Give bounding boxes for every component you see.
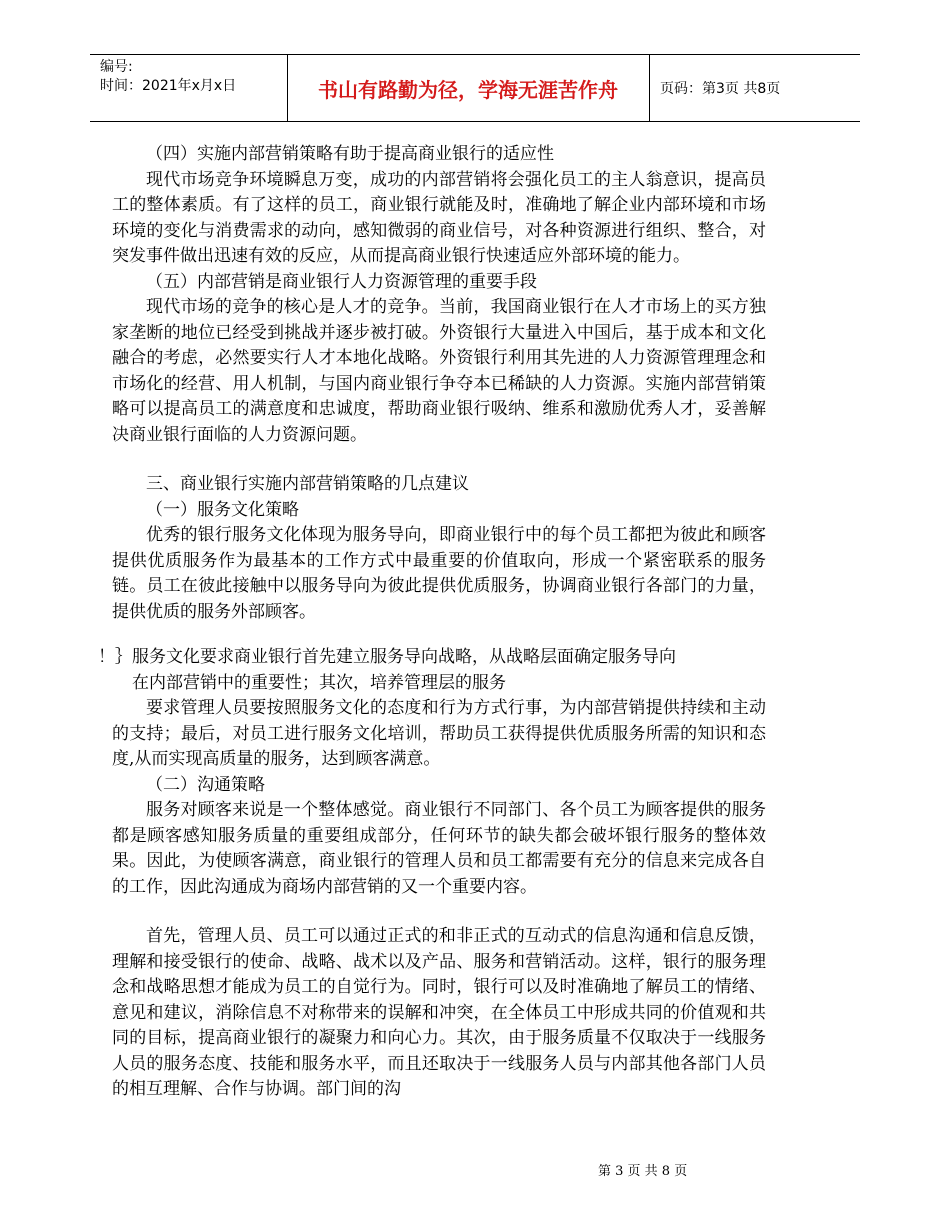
page-header <box>90 54 860 122</box>
header-page-info: 页码：第3页 共8页 <box>660 81 781 97</box>
body-paragraph: 服务对顾客来说是一个整体感觉。商业银行不同部门、各个员工为顾客提供的服务都是顾客感知服务质量的重要组成部分，任何环节的缺失都会破坏银行服务的整体效果。因此，为使顾客满意，商业银行的管理人员和员工都需要有充分的信息来完成各自的工作，因此沟通成为商场内部营销的又一个重要内容。 <box>112 800 766 897</box>
header-divider-right <box>649 54 650 122</box>
header-time: 时间：2021年x月x日 <box>100 78 237 94</box>
header-motto: 书山有路勤为径，学海无涯苦作舟 <box>318 77 618 102</box>
section-heading: （五）内部营销是商业银行人力资源管理的重要手段 <box>146 271 537 292</box>
chapter-heading: 三、商业银行实施内部营销策略的几点建议 <box>146 474 469 494</box>
section-heading: （四）实施内部营销策略有助于提高商业银行的适应性 <box>146 144 554 164</box>
document-body <box>98 142 766 1103</box>
body-paragraph: 首先，管理人员、员工可以通过正式的和非正式的互动式的信息沟通和信息反馈，理解和接受银行的使命、战略、战术以及产品、服务和营销活动。这样，银行的服务理念和战略思想才能成为员工的自觉行为。同时，银行可以及时准确地了解员工的情绪、意见和建议，消除信息不对称带来的误解和冲突，在全体员工中形成共同的价值观和共同的目标，提高商业银行的凝聚力和向心力。其次，由于服务质量不仅取决于一线服务人员的服务态度、技能和服务水平，而且还取决于一线服务人员与内部其他各部门人员的相互理解、合作与协调。部门间的沟 <box>112 926 766 1099</box>
header-number: 编号: <box>100 59 133 75</box>
page-footer: 第 3 页 共 8 页 <box>598 1164 688 1179</box>
header-meta <box>100 58 285 96</box>
body-paragraph: 要求管理人员要按照服务文化的态度和行为方式行事，为内部营销提供持续和主动的支持；最后，对员工进行服务文化培训，帮助员工获得提供优质服务所需的知识和态度,从而实现高质量的服务，达到顾客满意。 <box>112 698 766 769</box>
body-paragraph: 现代市场竞争环境瞬息万变，成功的内部营销将会强化员工的主人翁意识，提高员工的整体素质。有了这样的员工，商业银行就能及时，准确地了解企业内部环境和市场环境的变化与消费需求的动向，感知微弱的商业信号，对各种资源进行组织、整合，对突发事件做出迅速有效的反应，从而提高商业银行快速适应外部环境的能力。 <box>112 169 766 266</box>
body-paragraph <box>98 645 766 696</box>
section-heading: （一）服务文化策略 <box>146 499 299 520</box>
section-heading: （二）沟通策略 <box>146 774 265 795</box>
body-paragraph: 现代市场的竞争的核心是人才的竞争。当前，我国商业银行在人才市场上的买方独家垄断的地位已经受到挑战并逐步被打破。外资银行大量进入中国后，基于成本和文化融合的考虑，必然要实行人才本地化战略。外资银行利用其先进的人力资源管理理念和市场化的经营、用人机制，与国内商业银行争夺本已稀缺的人力资源。实施内部营销策略可以提高员工的满意度和忠诚度，帮助商业银行吸纳、维系和激励优秀人才，妥善解决商业银行面临的人力资源问题。 <box>112 297 766 445</box>
paragraph-line: 在内部营销中的重要性；其次，培养管理层的服务 <box>132 672 506 693</box>
paragraph-line: ！｝服务文化要求商业银行首先建立服务导向战略，从战略层面确定服务导向 <box>98 647 676 667</box>
body-paragraph: 优秀的银行服务文化体现为服务导向，即商业银行中的每个员工都把为彼此和顾客提供优质服务作为最基本的工作方式中最重要的价值取向，形成一个紧密联系的服务链。员工在彼此接触中以服务导向为彼此提供优质服务，协调商业银行各部门的力量，提供优质的服务外部顾客。 <box>112 525 766 622</box>
